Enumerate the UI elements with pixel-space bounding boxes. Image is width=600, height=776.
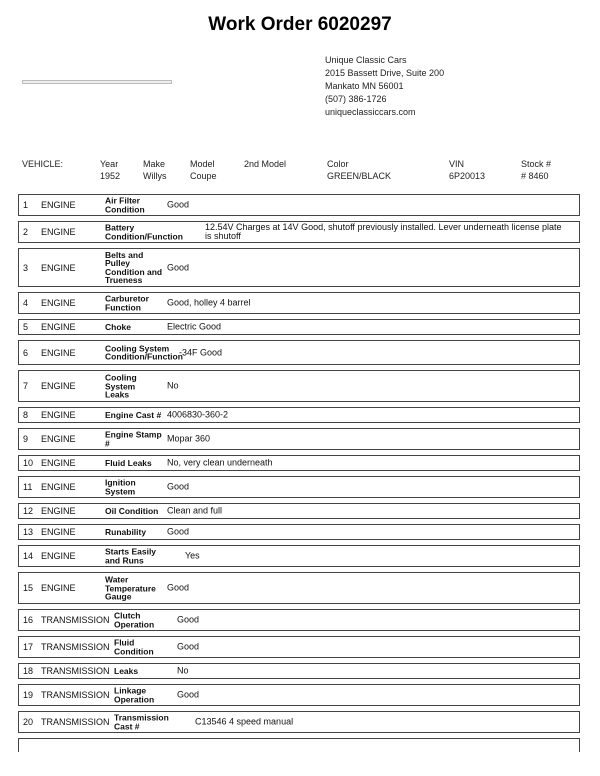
row-number: 15 xyxy=(23,583,34,593)
row-value: -34F Good xyxy=(179,347,223,357)
inspection-row xyxy=(18,545,580,567)
row-item: Fluid Leaks xyxy=(105,457,152,468)
row-value: Good xyxy=(167,526,190,537)
inspection-row xyxy=(18,319,580,335)
inspection-row xyxy=(18,340,580,365)
row-number: 5 xyxy=(23,322,29,332)
row-number: 17 xyxy=(23,642,34,652)
row-system: TRANSMISSION xyxy=(41,615,110,625)
row-item: Transmission Cast # xyxy=(114,712,169,731)
row-number: 6 xyxy=(23,347,29,358)
inspection-row xyxy=(18,503,580,519)
row-item: Water Temperature Gauge xyxy=(105,574,156,602)
inspection-row xyxy=(18,663,580,679)
vehicle-stock-value: # 8460 xyxy=(521,171,549,181)
row-value: 12.54V Charges at 14V Good, shutoff previously installed. Lever underneath license plate is shutoff xyxy=(205,222,562,241)
row-system: ENGINE xyxy=(41,347,76,358)
vehicle-model-value: Coupe xyxy=(190,171,217,181)
inspection-row xyxy=(18,572,580,604)
row-value: Good xyxy=(167,582,190,593)
row-system: ENGINE xyxy=(41,458,76,468)
row-item: Carburetor Function xyxy=(105,293,149,312)
company-phone: (507) 386-1726 xyxy=(325,94,387,104)
vehicle-vin-header: VIN xyxy=(449,159,465,169)
row-system: ENGINE xyxy=(41,434,76,444)
row-value: Clean and full xyxy=(167,505,223,516)
row-system: TRANSMISSION xyxy=(41,666,110,676)
row-value: No, very clean underneath xyxy=(167,457,273,468)
row-number: 7 xyxy=(23,381,29,391)
row-item: Runability xyxy=(105,526,147,537)
vehicle-vin-value: 6P20013 xyxy=(449,171,486,181)
row-number: 12 xyxy=(23,506,34,516)
row-item: Leaks xyxy=(114,665,139,676)
row-system: TRANSMISSION xyxy=(41,690,110,700)
row-system: ENGINE xyxy=(41,410,76,420)
row-item: Cooling System Leaks xyxy=(105,372,137,400)
row-number: 11 xyxy=(23,482,33,492)
vehicle-year-header: Year xyxy=(100,159,119,169)
row-system: ENGINE xyxy=(41,583,76,593)
row-item: Battery Condition/Function xyxy=(105,222,183,241)
vehicle-make-value: Willys xyxy=(143,171,167,181)
row-value: Good xyxy=(177,689,200,700)
row-item: Cooling System Condition/Function xyxy=(105,343,183,362)
row-number: 13 xyxy=(23,527,34,537)
row-number: 20 xyxy=(23,717,34,727)
vehicle-model-header: Model xyxy=(190,159,215,169)
row-value: Good xyxy=(167,262,190,272)
row-item: Engine Stamp # xyxy=(105,429,162,448)
row-item: Belts and Pulley Condition and Trueness xyxy=(105,249,163,285)
row-number: 14 xyxy=(23,551,34,561)
row-item: Air Filter Condition xyxy=(105,195,145,214)
row-item: Oil Condition xyxy=(105,505,159,516)
row-number: 1 xyxy=(23,200,29,210)
row-item: Ignition System xyxy=(105,477,136,496)
inspection-row xyxy=(18,248,580,287)
row-number: 19 xyxy=(23,690,34,700)
row-number: 8 xyxy=(23,410,29,420)
row-value: Good xyxy=(177,641,200,652)
inspection-row xyxy=(18,407,580,423)
vehicle-color-header: Color xyxy=(327,159,349,169)
row-value: 4006830-360-2 xyxy=(167,409,229,420)
row-item: Clutch Operation xyxy=(114,610,155,629)
vehicle-stock-header: Stock # xyxy=(521,159,552,169)
inspection-row xyxy=(18,684,580,706)
company-address xyxy=(325,54,444,119)
row-item: Choke xyxy=(105,321,131,332)
row-value: Good xyxy=(177,614,200,625)
vehicle-color-value: GREEN/BLACK xyxy=(327,171,392,181)
row-number: 2 xyxy=(23,227,29,237)
row-system: TRANSMISSION xyxy=(41,717,110,727)
row-value: Electric Good xyxy=(167,321,222,332)
row-value: Good xyxy=(167,481,190,492)
company-city: Mankato MN 56001 xyxy=(325,81,404,91)
row-value: Yes xyxy=(185,550,200,561)
row-system: ENGINE xyxy=(41,322,76,332)
company-website[interactable]: uniqueclassiccars.com xyxy=(325,107,416,117)
row-system: ENGINE xyxy=(41,551,76,561)
vehicle-year-value: 1952 xyxy=(100,171,121,181)
row-number: 10 xyxy=(23,458,34,468)
row-value: Good, holley 4 barrel xyxy=(167,297,251,308)
inspection-row xyxy=(18,292,580,314)
row-number: 16 xyxy=(23,615,34,625)
row-system: TRANSMISSION xyxy=(41,642,110,652)
vehicle-make-header: Make xyxy=(143,159,166,169)
company-street: 2015 Bassett Drive, Suite 200 xyxy=(325,68,445,78)
row-number: 18 xyxy=(23,666,34,676)
inspection-row xyxy=(18,711,580,733)
row-number: 9 xyxy=(23,434,29,444)
vehicle-model2-header: 2nd Model xyxy=(244,159,287,169)
inspection-row xyxy=(18,370,580,402)
inspection-row xyxy=(18,476,580,498)
row-number: 3 xyxy=(23,262,29,273)
row-value: Good xyxy=(167,199,190,210)
row-system: ENGINE xyxy=(41,227,76,237)
row-value: C13546 4 speed manual xyxy=(195,716,294,727)
inspection-row xyxy=(18,194,580,216)
inspection-row xyxy=(18,609,580,631)
company-name: Unique Classic Cars xyxy=(325,55,407,65)
inspection-row xyxy=(18,428,580,450)
row-value: Mopar 360 xyxy=(167,433,211,444)
row-number: 4 xyxy=(23,298,29,308)
inspection-row xyxy=(18,636,580,658)
page-title: Work Order 6020297 xyxy=(208,14,392,35)
row-system: ENGINE xyxy=(41,200,76,210)
row-item: Engine Cast # xyxy=(105,409,162,420)
row-system: ENGINE xyxy=(41,482,76,492)
inspection-row xyxy=(18,455,580,471)
row-system: ENGINE xyxy=(41,381,76,391)
row-item: Fluid Condition xyxy=(114,637,154,656)
row-system: ENGINE xyxy=(41,527,76,537)
vehicle-label: VEHICLE: xyxy=(22,159,64,169)
row-item: Starts Easily and Runs xyxy=(105,546,157,565)
row-system: ENGINE xyxy=(41,506,76,516)
row-value: No xyxy=(167,380,179,391)
row-system: ENGINE xyxy=(41,298,76,308)
inspection-row xyxy=(18,524,580,540)
inspection-list xyxy=(18,194,580,752)
row-value: No xyxy=(177,665,189,676)
logo-placeholder xyxy=(22,80,172,84)
inspection-row-empty xyxy=(18,738,580,752)
row-item: Linkage Operation xyxy=(114,685,155,704)
row-system: ENGINE xyxy=(41,262,76,273)
inspection-row xyxy=(18,221,580,243)
